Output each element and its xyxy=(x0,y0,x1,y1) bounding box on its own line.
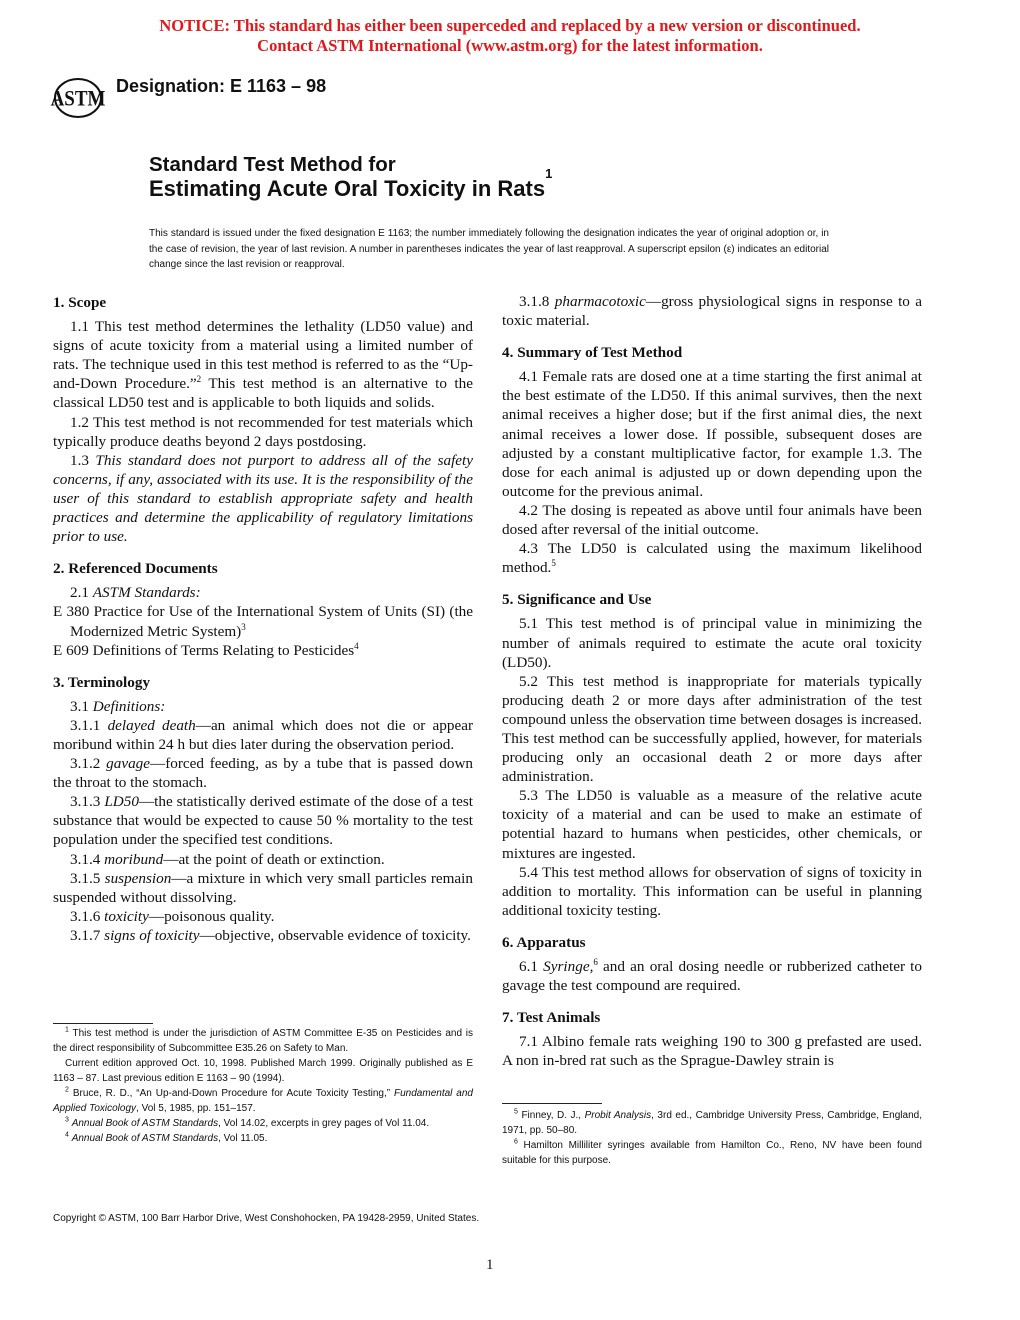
paragraph-1-2: 1.2 This test method is not recommended for test materials which typically produce deaths beyond 2 days postdosing. xyxy=(53,413,473,450)
astm-logo xyxy=(50,78,106,118)
definition-toxicity: 3.1.6 toxicity—poisonous quality. xyxy=(70,907,275,925)
right-column xyxy=(502,292,922,1070)
footnotes-left xyxy=(53,1026,473,1146)
title-text: Estimating Acute Oral Toxicity in Rats xyxy=(149,176,546,201)
copyright: Copyright © ASTM, 100 Barr Harbor Drive, West Conshohocken, PA 19428-2959, United States. xyxy=(53,1213,480,1224)
footnote-5: $^5$ Finney, D. J., Probit Analysis, 3rd ed., Cambridge University Press, Cambridge, England, 1971, pp. 50–80. xyxy=(502,1108,922,1136)
title-footnote-ref: 1 xyxy=(545,166,553,181)
designation: Designation: E 1163 – 98 xyxy=(116,76,327,96)
footnote-1: $^1$ This test method is under the jurisdiction of ASTM Committee E-35 on Pesticides and is the direct responsibility of Subcommittee E35.26 on Safety to Man. xyxy=(53,1026,473,1054)
definition-signs-of-toxicity: 3.1.7 signs of toxicity—objective, observable evidence of toxicity. xyxy=(70,926,471,944)
definition-ld50: 3.1.3 LD50—the statistically derived estimate of the dose of a test substance that would be expected to cause 50 % mortality to the test population under the specified test conditions. xyxy=(53,793,474,849)
paragraph-3-1: 3.1 Definitions: xyxy=(70,697,166,715)
section-heading-apparatus: 6. Apparatus xyxy=(502,933,586,951)
section-heading-referenced-documents: 2. Referenced Documents xyxy=(53,560,218,578)
paragraph-2-1: 2.1 ASTM Standards: xyxy=(70,584,201,602)
footnote-rule-right xyxy=(502,1103,602,1104)
page-number: 1 xyxy=(486,1257,494,1273)
paragraph-6-1: 6.1 Syringe,$^6$ and an oral dosing needle or rubberized catheter to gavage the test compound are required. xyxy=(502,956,922,995)
section-heading-summary: 4. Summary of Test Method xyxy=(502,344,683,362)
paragraph-1-3: 1.3 This standard does not purport to address all of the safety concerns, if any, associated with its use. It is the responsibility of the user of this standard to establish appropriate safety and health practices and determine the applicability of regulatory limitations prior to use. xyxy=(53,451,474,546)
footnotes-right xyxy=(502,1108,922,1168)
notice-banner xyxy=(0,16,1020,56)
section-heading-significance: 5. Significance and Use xyxy=(502,591,652,609)
title-line-1: Standard Test Method for xyxy=(149,153,396,176)
definition-delayed-death: 3.1.1 delayed death—an animal which does not die or appear moribund within 24 h but dies later during the observation period. xyxy=(53,716,474,753)
section-heading-test-animals: 7. Test Animals xyxy=(502,1009,601,1027)
section-heading-terminology: 3. Terminology xyxy=(53,673,151,691)
paragraph-1-1: 1.1 This test method determines the lethality (LD50 value) and signs of acute toxicity from a material using a limited number of rats. The technique used in this test method is referred to as the “Up-and-Down Procedure.”$^2$ This test method is an alternative to the classical LD50 test and is applicable to both liquids and solids. xyxy=(53,318,473,412)
footnote-6: $^6$ Hamilton Milliliter syringes available from Hamilton Co., Reno, NV have been found suitable for this purpose. xyxy=(502,1138,922,1166)
reference-e609: E 609 Definitions of Terms Relating to Pesticides$^4$ xyxy=(53,640,359,659)
footnote-2: $^2$ Bruce, R. D., “An Up-and-Down Procedure for Acute Toxicity Testing,” Fundamental and Applied Toxicology, Vol 5, 1985, pp. 151–157. xyxy=(53,1086,473,1114)
definition-suspension: 3.1.5 suspension—a mixture in which very small particles remain suspended without dissolving. xyxy=(53,869,473,906)
paragraph-4-3: 4.3 The LD50 is calculated using the maximum likelihood method.$^5$ xyxy=(502,540,922,577)
paragraph-4-2: 4.2 The dosing is repeated as above until four animals have been dosed after reversal of the initial outcome. xyxy=(502,501,922,539)
definition-pharmacotoxic: 3.1.8 pharmacotoxic—gross physiological signs in response to a toxic material. xyxy=(502,293,923,330)
definition-moribund: 3.1.4 moribund—at the point of death or extinction. xyxy=(70,850,385,868)
paragraph-5-3: 5.3 The LD50 is valuable as a measure of the relative acute toxicity of a material and can be used to make an estimate of potential hazard to humans when pesticides, other chemicals, or mixtures are ingested. xyxy=(502,787,922,862)
paragraph-4-1: 4.1 Female rats are dosed one at a time starting the first animal at the best estimate of the LD50. If this animal survives, then the next animal receives a higher dose; but if the first animal dies, the next animal receives a lower dose. If possible, subsequent doses are adjusted by a constant multiplicative factor, for example 1.3. The dose for each animal is adjusted up or down depending upon the outcome for the previous animal. xyxy=(502,368,922,500)
paragraph-5-4: 5.4 This test method allows for observation of signs of toxicity in addition to mortality. This information can be useful in planning additional toxicity testing. xyxy=(502,863,922,919)
left-column xyxy=(53,292,473,945)
definition-gavage: 3.1.2 gavage—forced feeding, as by a tube that is passed down the throat to the stomach. xyxy=(53,755,474,792)
footnote-4: $^4$ Annual Book of ASTM Standards, Vol 11.05. xyxy=(65,1131,268,1144)
paragraph-5-2: 5.2 This test method is inappropriate for materials typically producing death 2 or more days after administration of the test compound unless the observation time between dosages is increased. This test method can be successfully applied, however, for materials producing only an occasional death 2 or more days after administration. xyxy=(502,672,922,786)
footnote-1-edition: Current edition approved Oct. 10, 1998. Published March 1999. Originally published as E 1163 – 87. Last previous edition E 1163 – 90 (1994). xyxy=(53,1058,473,1084)
section-heading-scope: 1. Scope xyxy=(53,294,107,311)
footnote-3: $^3$ Annual Book of ASTM Standards, Vol 14.02, excerpts in grey pages of Vol 11.04. xyxy=(65,1116,430,1129)
paragraph-7-1: 7.1 Albino female rats weighing 190 to 300 g prefasted are used. A non in-bred rat such as the Sprague-Dawley strain is xyxy=(502,1033,922,1070)
notice-line-1: NOTICE: This standard has either been superceded and replaced by a new version or discontinued. xyxy=(159,16,861,35)
astm-logo-text: ASTM xyxy=(50,87,106,111)
issue-note: This standard is issued under the fixed designation E 1163; the number immediately following the designation indicates the year of original adoption or, in the case of revision, the year of last revision. A number in parentheses indicates the year of last reapproval. A superscript epsilon (ε) indicates an editorial change since the last revision or reapproval. xyxy=(149,228,829,270)
reference-e380: E 380 Practice for Use of the International System of Units (SI) (the Modernized Metric System)$^3$ xyxy=(53,603,473,640)
title-line-2 xyxy=(149,166,553,202)
paragraph-5-1: 5.1 This test method is of principal value in minimizing the number of animals required to estimate the acute oral toxicity (LD50). xyxy=(502,615,922,671)
footnote-rule-left xyxy=(53,1023,153,1024)
notice-line-2: Contact ASTM International (www.astm.org) for the latest information. xyxy=(257,36,763,55)
